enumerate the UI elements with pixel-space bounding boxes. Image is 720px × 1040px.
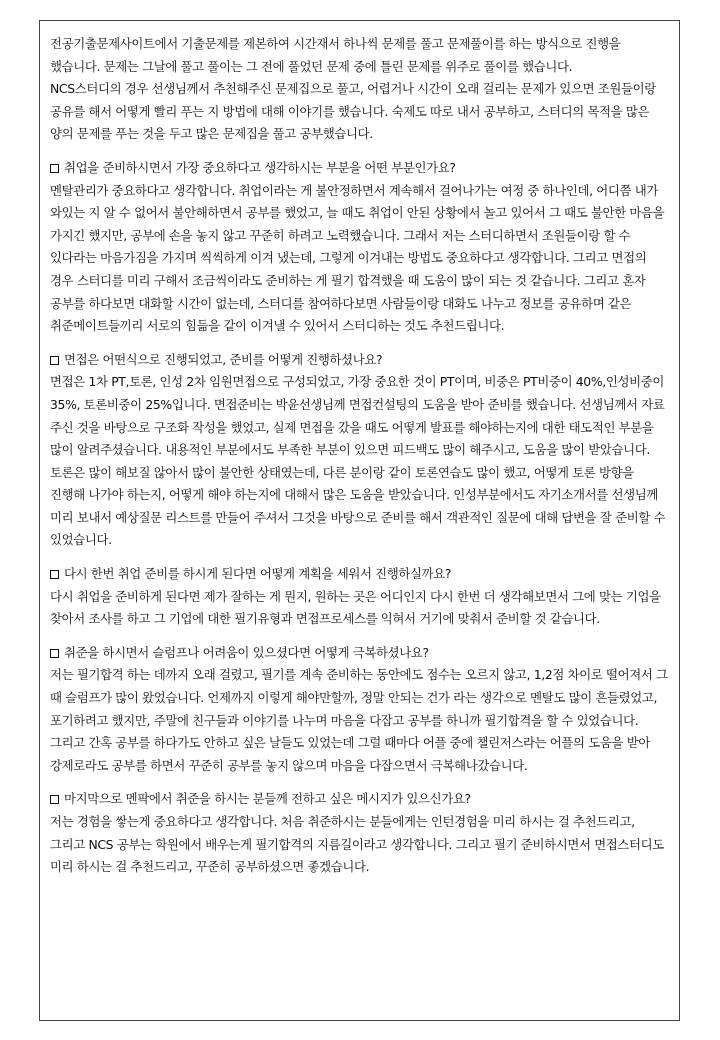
answer-paragraph: 면접은 1차 PT,토론, 인성 2차 임원면접으로 구성되었고, 가장 중요한 것이 PT이며, 비중은 PT비중이 40%,인성비중이 35%, 토론비중이 25%입니다. 면접준비는 박윤선생님께 면접컨설팅의 도움을 받아 준비를 했습니다. 선생님께서 자료 주신 것을 바탕으로 구조화 작성을 했었고, 실제 면접을 갔을 때도 어떻게 발표를 해야하는지에 대한 태도적인 부분을 많이 알려주셨습니다. 내용적인 부분에서도 부족한 부분이 있으면 피드백도 많이 해주시고, 도움을 많이 받았습니다. 토론은 많이 해보질 않아서 많이 불안한 상태였는데, 다른 분이랑 같이 토론연습도 많이 했고, 어떻게 토론 방향을 진행해 나가야 하는지, 어떻게 해야 하는지에 대해서 많은 도움을 받았습니다. 인성부분에서도 자기소개서를 선생님께 미리 보내서 예상질문 리스트를 만들어 주셔서 그것을 바탕으로 준비를 해서 객관적인 질문에 대해 답변을 잘 준비할 수 있었습니다. <box>50 374 666 548</box>
answer-paragraph: 다시 취업을 준비하게 된다면 제가 잘하는 게 뭔지, 원하는 곳은 어디인지 다시 한번 더 생각해보면서 그에 맞는 기업을 찾아서 조사를 하고 그 기업에 대한 필기유형과 면접프로세스를 익혀서 거기에 맞춰서 준비할 것 같습니다. <box>50 588 661 627</box>
question-text: 마지막으로 멘팍에서 취준을 하시는 분들께 전하고 싶은 메시지가 있으신가요? <box>64 791 471 807</box>
intro-paragraph-1: 전공기출문제사이트에서 기출문제를 제본하여 시간재서 하나씩 문제를 풀고 문제풀이를 하는 방식으로 진행을 했습니다. 문제는 그날에 풀고 풀이는 그 전에 풀었던 문제 중에 틀린 문제를 위주로 풀이를 했습니다. <box>50 36 621 74</box>
question-heading <box>50 563 671 586</box>
checkbox-bullet-icon <box>50 164 59 173</box>
intro-paragraph-2: NCS스터디의 경우 선생님께서 추천해주신 문제집으로 풀고, 어렵거나 시간이 오래 걸리는 문제가 있으면 조원들이랑 공유를 해서 어떻게 빨리 푸는 지 방법에 대해 이야기를 했습니다. 숙제도 따로 내서 공부하고, 스터디의 목적을 많은 양의 문제를 푸는 것을 두고 많은 문제집을 풀고 공부했습니다. <box>50 81 656 142</box>
qa-section-3 <box>50 563 671 631</box>
checkbox-bullet-icon <box>50 795 59 804</box>
question-text: 취준을 하시면서 슬럼프나 어려움이 있으셨다면 어떻게 극복하셨나요? <box>64 644 429 660</box>
answer-paragraph: 멘탈관리가 중요하다고 생각합니다. 취업이라는 게 불안정하면서 계속해서 걸어나가는 여정 중 하나인데, 어디쯤 내가 와있는 지 알 수 없어서 불안해하면서 공부를 했었고, 늘 때도 취업이 안된 상황에서 놀고 있어서 그 때도 불안한 마음을 가지긴 했지만, 공부에 손을 놓지 않고 꾸준히 하려고 노력했습니다. 그래서 저는 스터디하면서 조원들이랑 할 수 있다라는 마음가짐을 가지며 씩씩하게 이겨 냈는데, 그렇게 이겨내는 방법도 중요하다고 생각합니다. 그리고 면접의 경우 스터디를 미리 구해서 조금씩이라도 준비하는 게 필기 합격했을 때 도움이 많이 되는 것 같습니다. 그리고 혼자 공부를 하다보면 대화할 시간이 없는데, 스터디를 참여하다보면 사람들이랑 대화도 나누고 정보를 공유하며 같은 취준메이트들끼리 서로의 힘듦을 같이 이겨낼 수 있어서 스터디하는 것도 추천드립니다. <box>50 182 665 334</box>
qa-section-1 <box>50 157 671 338</box>
answer-paragraph: 저는 필기합격 하는 데까지 오래 걸렸고, 필기를 계속 준비하는 동안에도 점수는 오르지 않고, 1,2점 차이로 떨어져서 그 때 슬럼프가 많이 왔었습니다. 언제까지 이렇게 해야만할까, 정말 안되는 건가 라는 생각으로 멘탈도 많이 흔들렸었고, 포기하려고 했지만, 주말에 친구들과 이야기를 나누며 마음을 다잡고 공부를 하니까 필기합격을 할 수 있었습니다. 그리고 간혹 공부를 하다가도 안하고 싶은 날들도 있었는데 그럴 때마다 어플 중에 챌린저스라는 어플의 도움을 받아 강제로라도 공부를 하면서 꾸준히 공부를 놓지 않으며 마음을 다잡으면서 극복해나갔습니다. <box>50 667 668 773</box>
question-text: 취업을 준비하시면서 가장 중요하다고 생각하시는 부분을 어떤 부분인가요? <box>64 159 456 175</box>
qa-section-5 <box>50 788 671 878</box>
question-text: 면접은 어떤식으로 진행되었고, 준비를 어떻게 진행하셨나요? <box>64 351 383 367</box>
checkbox-bullet-icon <box>50 356 59 365</box>
answer-paragraph: 저는 경험을 쌓는게 중요하다고 생각합니다. 처음 취준하시는 분들에게는 인턴경험을 미리 하시는 걸 추천드리고, 그리고 NCS 공부는 학원에서 배우는게 필기합격의 지름길이라고 생각합니다. 그리고 필기 준비하시면서 면접스터디도 미리 하시는 걸 추천드리고, 꾸준히 공부하셨으면 좋겠습니다. <box>50 814 664 875</box>
checkbox-bullet-icon <box>50 570 59 579</box>
question-heading <box>50 157 671 180</box>
question-text: 다시 한번 취업 준비를 하시게 된다면 어떻게 계획을 세워서 진행하실까요? <box>64 566 452 582</box>
question-heading <box>50 788 671 811</box>
qa-section-2 <box>50 349 671 552</box>
checkbox-bullet-icon <box>50 649 59 658</box>
qa-section-4 <box>50 642 671 778</box>
question-heading <box>50 642 671 665</box>
question-heading <box>50 349 671 372</box>
document-frame <box>39 20 680 1021</box>
